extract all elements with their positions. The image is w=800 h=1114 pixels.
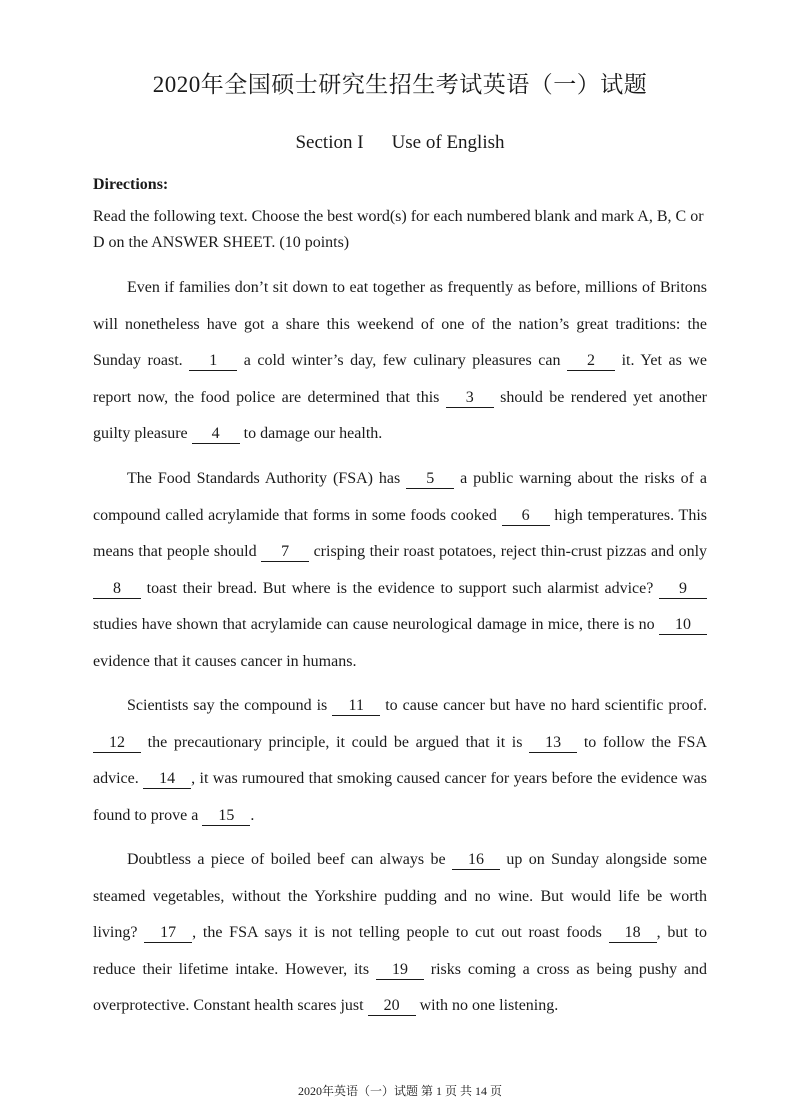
blank-10: 10 <box>659 616 707 635</box>
passage-text: The Food Standards Authority (FSA) has <box>127 470 407 487</box>
blank-3: 3 <box>446 389 494 408</box>
directions-label: Directions: <box>93 176 169 193</box>
exam-title: 2020年全国硕士研究生招生考试英语（一）试题 <box>152 72 648 97</box>
passage-text: . <box>250 806 255 824</box>
blank-15: 15 <box>202 807 250 826</box>
passage-text: up on Sunday alongside some steamed vegetables, without the Yorkshire pudding and no wine. But would life be worth living? <box>93 851 707 941</box>
blank-18: 18 <box>609 924 657 943</box>
passage-text: studies have shown that acrylamide can cause neurological damage in mice, there is no <box>93 616 659 633</box>
section-name: Use of English <box>391 132 505 153</box>
section-heading <box>0 132 800 154</box>
passage-text: toast their bread. But where is the evidence to support such alarmist advice? <box>141 579 659 597</box>
passage-text: crisping their roast potatoes, reject thin-crust pizzas and only <box>309 543 708 560</box>
passage-text: to damage our health. <box>239 425 383 442</box>
directions-text: Read the following text. Choose the best word(s) for each numbered blank and mark A, B, C or D on the ANSWER SHEET. (10 points) <box>93 208 704 251</box>
blank-2: 2 <box>567 352 615 371</box>
blank-6: 6 <box>502 507 550 526</box>
passage-text: risks coming a cross as being pushy and overprotective. Constant health scares just <box>93 960 708 1014</box>
passage-text: , but to reduce their lifetime intake. However, its <box>93 924 708 978</box>
blank-4: 4 <box>192 425 240 444</box>
passage-text: high temperatures. This means that people should <box>93 506 708 560</box>
passage-text: a public warning about the risks of a compound called acrylamide that forms in some foods cooked <box>93 470 708 524</box>
passage-text: the precautionary principle, it could be argued that it is <box>141 733 530 751</box>
blank-11: 11 <box>332 697 380 716</box>
passage-text: a cold winter’s day, few culinary pleasures can <box>237 352 568 369</box>
blank-1: 1 <box>189 352 237 371</box>
passage-paragraph-4 <box>93 842 707 1025</box>
blank-5: 5 <box>406 470 454 489</box>
passage-text: to follow the FSA advice. <box>93 733 708 787</box>
section-number: Section I <box>295 132 364 153</box>
passage-text: should be rendered yet another guilty pleasure <box>93 388 707 442</box>
passage-text: , the FSA says it is not telling people to cut out roast foods <box>192 924 609 941</box>
blank-8: 8 <box>93 580 141 599</box>
passage-text: Doubtless a piece of boiled beef can always be <box>127 851 452 868</box>
blank-16: 16 <box>452 851 500 870</box>
page-footer: 2020年英语（一）试题 第 1 页 共 14 页 <box>297 1084 502 1098</box>
blank-19: 19 <box>376 961 424 980</box>
blank-9: 9 <box>659 580 707 599</box>
blank-13: 13 <box>529 734 577 753</box>
passage-text: it. Yet as we report now, the food police are determined that this <box>93 352 707 406</box>
blank-20: 20 <box>368 997 416 1016</box>
passage-text: Scientists say the compound is <box>127 697 333 714</box>
passage-paragraph-1 <box>93 270 707 453</box>
passage-text: Even if families don’t sit down to eat together as frequently as before, millions of Britons will nonetheless have got a share this weekend of one of the nation’s great traditions: the Sunday roast. <box>93 279 707 369</box>
blank-7: 7 <box>261 543 309 562</box>
blank-14: 14 <box>143 770 191 789</box>
passage-paragraph-2 <box>93 461 707 680</box>
blank-12: 12 <box>93 734 141 753</box>
blank-17: 17 <box>144 924 192 943</box>
passage-paragraph-3 <box>93 688 707 834</box>
passage-text: with no one listening. <box>415 997 559 1014</box>
passage-text: to cause cancer but have no hard scientific proof. <box>380 697 707 714</box>
passage-text: evidence that it causes cancer in humans. <box>93 652 357 670</box>
passage-text: , it was rumoured that smoking caused cancer for years before the evidence was found to prove a <box>93 770 708 824</box>
